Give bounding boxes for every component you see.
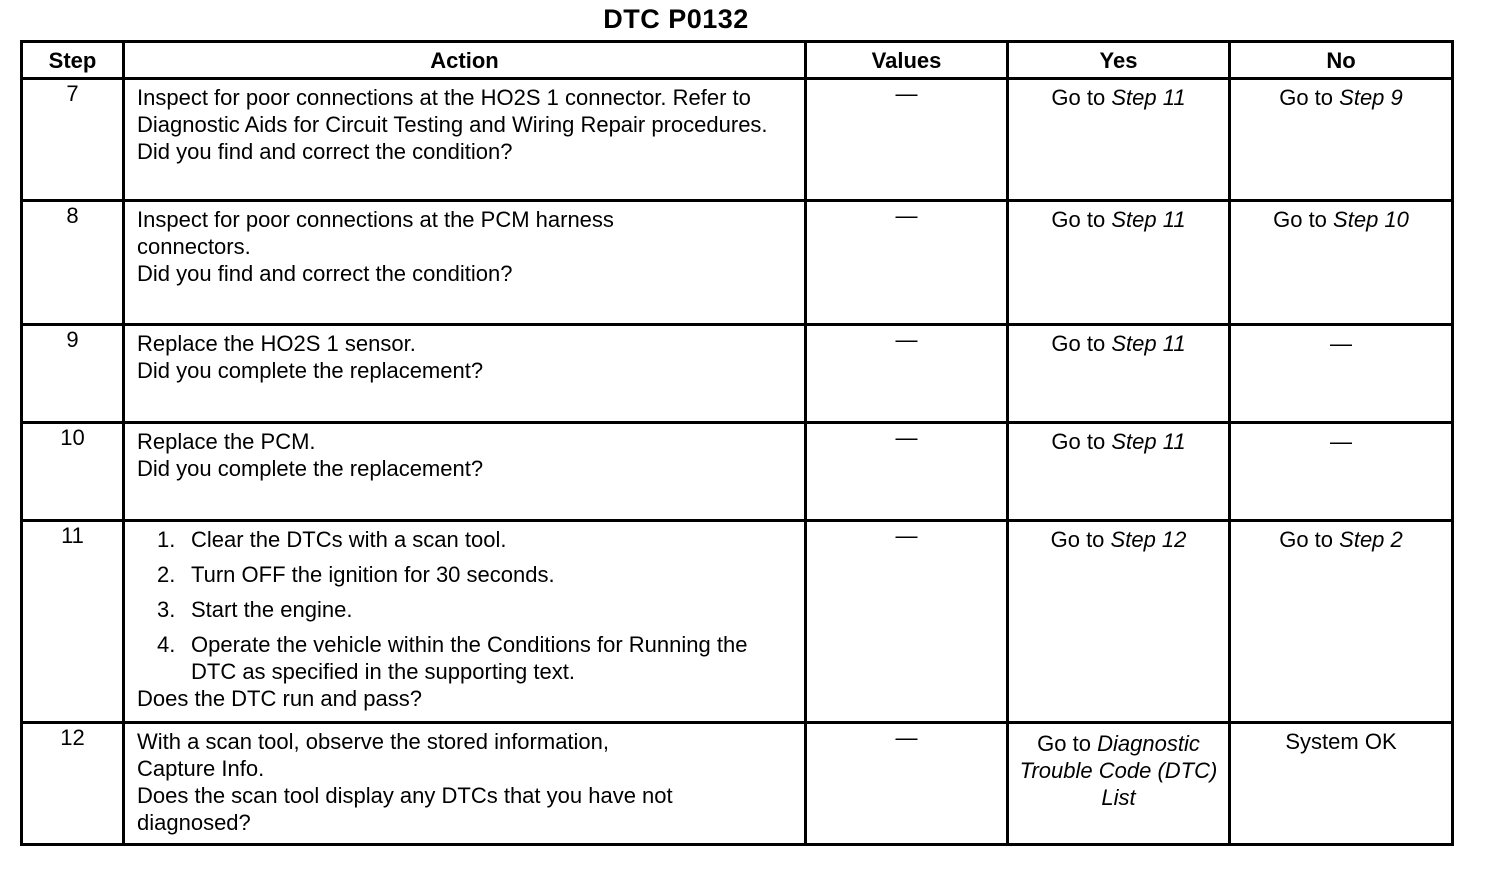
step-number: 7 bbox=[22, 79, 124, 201]
action-question: Did you find and correct the condition? bbox=[137, 139, 513, 164]
dash: — bbox=[895, 523, 918, 548]
no-cell bbox=[1230, 521, 1453, 723]
action-text: Inspect for poor connections at the PCM harness connectors. bbox=[137, 207, 614, 259]
yes-cell bbox=[1008, 723, 1230, 845]
table-row-step-8 bbox=[22, 201, 1453, 325]
list-item bbox=[157, 596, 792, 623]
action-cell bbox=[124, 325, 806, 423]
goto-label: Go to bbox=[1273, 207, 1327, 232]
table-row-step-10 bbox=[22, 423, 1453, 521]
substep-number: 3. bbox=[157, 597, 176, 622]
action-cell bbox=[124, 423, 806, 521]
no-step-link: Step 2 bbox=[1339, 527, 1403, 552]
yes-step-link: Step 12 bbox=[1110, 527, 1187, 552]
yes-cell bbox=[1008, 521, 1230, 723]
dash: — bbox=[1330, 331, 1352, 356]
values-cell bbox=[806, 325, 1008, 423]
yes-step-link: Step 11 bbox=[1111, 85, 1186, 110]
goto-label: Go to bbox=[1037, 731, 1091, 756]
goto-label: Go to bbox=[1051, 429, 1106, 454]
substep-list bbox=[137, 526, 792, 685]
action-cell bbox=[124, 79, 806, 201]
substep-number: 1. bbox=[157, 527, 176, 552]
dash: — bbox=[895, 81, 918, 106]
list-item bbox=[157, 631, 792, 685]
list-item bbox=[157, 526, 792, 553]
no-cell bbox=[1230, 325, 1453, 423]
dash: — bbox=[1330, 429, 1352, 454]
no-step-link: Step 10 bbox=[1333, 207, 1409, 232]
header-values: Values bbox=[806, 42, 1008, 79]
no-cell bbox=[1230, 423, 1453, 521]
values-cell bbox=[806, 423, 1008, 521]
table-row-step-12 bbox=[22, 723, 1453, 845]
substep-number: 4. bbox=[157, 632, 176, 657]
step-number: 9 bbox=[22, 325, 124, 423]
action-question: Did you find and correct the condition? bbox=[137, 261, 513, 286]
yes-step-link: Step 11 bbox=[1111, 207, 1186, 232]
values-cell bbox=[806, 79, 1008, 201]
dash: — bbox=[895, 425, 918, 450]
header-yes: Yes bbox=[1008, 42, 1230, 79]
yes-step-link: Diagnostic Trouble Code (DTC) List bbox=[1019, 731, 1218, 810]
substep-text: Turn OFF the ignition for 30 seconds. bbox=[191, 562, 555, 587]
step-number: 10 bbox=[22, 423, 124, 521]
no-cell bbox=[1230, 723, 1453, 845]
step-number: 11 bbox=[22, 521, 124, 723]
table-header-row bbox=[22, 42, 1453, 79]
yes-step-link: Step 11 bbox=[1111, 331, 1186, 356]
yes-cell bbox=[1008, 423, 1230, 521]
action-question: Did you complete the replacement? bbox=[137, 358, 484, 383]
action-text: With a scan tool, observe the stored information, Capture Info. bbox=[137, 729, 610, 781]
dash: — bbox=[895, 327, 918, 352]
action-question: Does the scan tool display any DTCs that you have not diagnosed? bbox=[137, 783, 673, 835]
dash: — bbox=[895, 203, 918, 228]
table-row-step-7 bbox=[22, 79, 1453, 201]
list-item bbox=[157, 561, 792, 588]
diagnostic-table bbox=[20, 40, 1454, 846]
yes-cell bbox=[1008, 201, 1230, 325]
values-cell bbox=[806, 723, 1008, 845]
action-cell bbox=[124, 521, 806, 723]
action-cell bbox=[124, 201, 806, 325]
action-text: Replace the PCM. bbox=[137, 429, 316, 454]
header-step: Step bbox=[22, 42, 124, 79]
goto-label: Go to bbox=[1051, 207, 1106, 232]
step-number: 12 bbox=[22, 723, 124, 845]
table-row-step-9 bbox=[22, 325, 1453, 423]
goto-label: Go to bbox=[1051, 331, 1106, 356]
values-cell bbox=[806, 521, 1008, 723]
action-cell bbox=[124, 723, 806, 845]
dash: — bbox=[895, 725, 918, 750]
no-cell bbox=[1230, 79, 1453, 201]
action-text: Replace the HO2S 1 sensor. bbox=[137, 331, 416, 356]
header-action: Action bbox=[124, 42, 806, 79]
goto-label: Go to bbox=[1279, 85, 1334, 110]
header-no: No bbox=[1230, 42, 1453, 79]
no-cell bbox=[1230, 201, 1453, 325]
document-title: DTC P0132 bbox=[603, 4, 749, 34]
substep-number: 2. bbox=[157, 562, 176, 587]
table-row-step-11 bbox=[22, 521, 1453, 723]
goto-label: Go to bbox=[1051, 85, 1106, 110]
substep-text: Clear the DTCs with a scan tool. bbox=[191, 527, 507, 552]
yes-cell bbox=[1008, 325, 1230, 423]
substep-text: Operate the vehicle within the Conditions for Running the DTC as specified in the supporting text. bbox=[191, 632, 748, 684]
goto-label: Go to bbox=[1050, 527, 1105, 552]
action-text: Inspect for poor connections at the HO2S 1 connector. Refer to Diagnostic Aids for Circuit Testing and Wiring Repair procedures. bbox=[137, 85, 768, 137]
goto-label: Go to bbox=[1279, 527, 1334, 552]
action-question: Did you complete the replacement? bbox=[137, 456, 484, 481]
substep-text: Start the engine. bbox=[191, 597, 353, 622]
no-step-link: Step 9 bbox=[1339, 85, 1403, 110]
step-number: 8 bbox=[22, 201, 124, 325]
no-result-text: System OK bbox=[1285, 729, 1397, 754]
yes-cell bbox=[1008, 79, 1230, 201]
yes-step-link: Step 11 bbox=[1111, 429, 1186, 454]
action-question: Does the DTC run and pass? bbox=[137, 686, 422, 711]
values-cell bbox=[806, 201, 1008, 325]
